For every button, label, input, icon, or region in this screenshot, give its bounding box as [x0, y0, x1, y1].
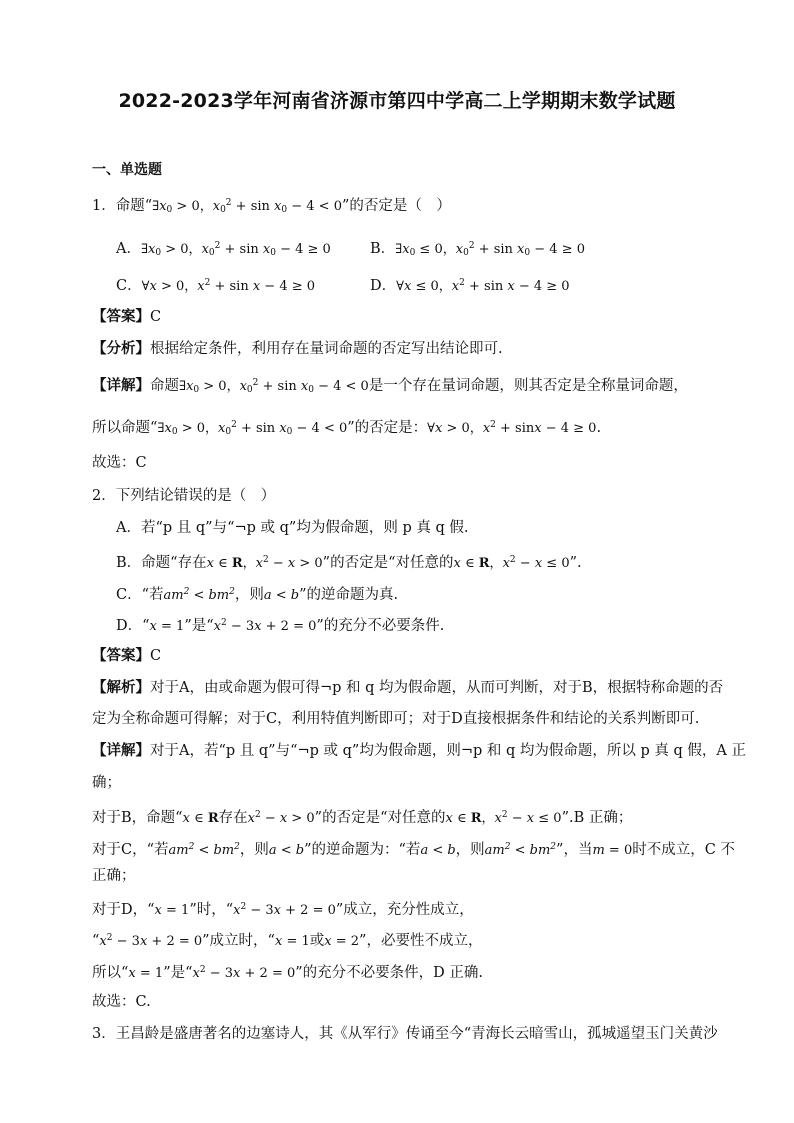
analysis-tag: 【解析】	[92, 680, 150, 696]
q2-analysis-line-1	[92, 678, 723, 698]
answer-value: C	[150, 648, 162, 664]
option-label: A．	[116, 241, 141, 257]
detail-text: 所以命题“	[92, 420, 158, 436]
option-label: C．	[116, 278, 142, 294]
option-text: ”的逆命题为真.	[299, 587, 399, 603]
detail-text: ”的否定是：	[347, 420, 428, 436]
detail-text: ”的逆命题为：“若	[304, 842, 421, 858]
option-text: D．“	[116, 618, 150, 634]
detail-text: 对于C，“若	[92, 842, 169, 858]
option-label: D．	[370, 278, 397, 294]
q2-option-a: A．若“p 且 q”与“¬p 或 q”均为假命题，则 p 真 q 假.	[116, 520, 469, 536]
detail-text: “	[92, 933, 100, 949]
detail-text: ”成立时，“	[202, 933, 275, 949]
detail-text: 对于D，“	[92, 902, 155, 918]
detail-text: 对于A，若“p 且 q”与“¬p 或 q”均为假命题，则¬p 和 q 均为假命题，所以 p 真 q 假，A 正	[150, 743, 746, 759]
q1-option-c: C．∀x > 0，$x^2 + \sin x - 4 \ge 0$	[116, 278, 316, 294]
q2-analysis-line-2: 定为全称命题可得解；对于C，利用特值判断即可；对于D直接根据条件和结论的关系判断即可.	[92, 711, 700, 727]
detail-text: 存在	[218, 810, 248, 826]
q1-stem-tail: ”的否定是（ ）	[341, 198, 451, 214]
q2-detail-line-3: 对于B，命题“x ∈ R存在$x^2 - x > 0$”的否定是“对任意的x ∈ R，$x^2 - x$ ≤ 0”.B 正确；	[92, 810, 633, 826]
q1-option-a: A．$\exists x_0 > 0$，$x_0^2 + \sin x_0 - 4 \ge 0$	[116, 241, 331, 258]
detail-text: 命题	[150, 378, 179, 394]
detail-tag: 【详解】	[92, 378, 150, 394]
q1-stem-text: 1．命题“	[92, 198, 153, 214]
option-text: ”是“	[184, 618, 214, 634]
q2-option-c: C．“若$am^2 < bm^2$，则a < b”的逆命题为真.	[116, 587, 399, 603]
detail-text: ”的充分不必要条件，D 正确.	[295, 965, 484, 981]
detail-text: 对于B，命题“	[92, 810, 183, 826]
analysis-text: 根据给定条件，利用存在量词命题的否定写出结论即可.	[150, 341, 503, 357]
detail-text: 是一个存在量词命题，则其否定是全称量词命题，	[368, 378, 688, 394]
detail-text: 所以“	[92, 965, 129, 981]
section-heading: 一、单选题	[92, 162, 162, 178]
q2-conclusion: 故选：C.	[92, 994, 151, 1010]
option-text: ”的否定是“对任意的	[322, 555, 454, 571]
detail-text: ”，必要性不成立，	[359, 933, 483, 949]
page-title: 2022-2023学年河南省济源市第四中学高二上学期期末数学试题	[118, 90, 676, 112]
q2-answer	[92, 646, 161, 666]
option-label: B．	[370, 241, 396, 257]
detail-text: ”成立，充分性成立，	[335, 902, 474, 918]
q2-detail-line-5: 正确；	[92, 868, 136, 884]
option-text: C．“若	[116, 587, 164, 603]
option-text: B．命题“存在	[116, 555, 207, 571]
q1-option-d: D．∀x ≤ 0，$x^2 + \sin x - 4 \ge 0$	[370, 278, 570, 294]
answer-tag: 【答案】	[92, 648, 150, 664]
q1-detail-line-2: 所以命题“$\exists x_0 > 0$，$x_0^2 + \sin x_0 - 4 < 0$”的否定是：∀x > 0，$x^2 + \sin x - 4 \ge 0$.	[92, 420, 602, 437]
q2-detail-line-4: 对于C，“若$am^2 < bm^2$，则a < b”的逆命题为：“若a < b，则$am^2 < bm^2$”，当m = 0时不成立，C 不	[92, 842, 735, 858]
q2-detail-line-6: 对于D，“x = 1”时，“$x^2 - 3x + 2 = 0$”成立，充分性成立，	[92, 902, 474, 918]
detail-text: ”的否定是“对任意的	[314, 810, 446, 826]
option-text: ”.	[569, 555, 582, 571]
question-1-stem: 1．命题“$\exists x_0 > 0$，$x_0^2 + \sin x_0 - 4 < 0$”的否定是（ ）	[92, 198, 451, 215]
option-text: ，则	[234, 587, 264, 603]
detail-text: ，则	[455, 842, 485, 858]
q2-detail-line-1	[92, 741, 746, 761]
answer-value: C	[150, 309, 162, 325]
q2-option-b: B．命题“存在x ∈ R，$x^2 - x > 0$”的否定是“对任意的x ∈ R，$x^2 - x \le 0$”.	[116, 555, 582, 571]
detail-text: ”是“	[163, 965, 193, 981]
detail-text: ，则	[239, 842, 269, 858]
detail-tag: 【详解】	[92, 743, 150, 759]
q1-analysis	[92, 339, 503, 359]
detail-text: ”时，“	[189, 902, 234, 918]
q2-detail-line-8: 所以“x = 1”是“$x^2 - 3x + 2 = 0$”的充分不必要条件，D 正确.	[92, 965, 484, 981]
q2-detail-line-7: “$x^2 - 3x + 2 = 0$”成立时，“x = 1或x = 2”，必要性不成立，	[92, 933, 483, 949]
question-2-stem: 2．下列结论错误的是（ ）	[92, 488, 276, 504]
q2-option-d: D．“x = 1”是“$x^2 - 3x + 2 = 0$”的充分不必要条件.	[116, 618, 445, 634]
option-text: ”的充分不必要条件.	[316, 618, 445, 634]
detail-text: 或	[309, 933, 325, 949]
q1-detail-line-1: 【详解】命题$\exists x_0 > 0$，$x_0^2 + \sin x_0 - 4 < 0$是一个存在量词命题，则其否定是全称量词命题，	[92, 378, 688, 395]
q1-conclusion: 故选：C	[92, 455, 147, 471]
analysis-tag: 【分析】	[92, 341, 150, 357]
detail-text: ”.B 正确；	[561, 810, 633, 826]
analysis-text: 对于A，由或命题为假可得¬p 和 q 均为假命题，从而可判断，对于B，根据特称命题的否	[150, 680, 724, 696]
answer-tag: 【答案】	[92, 309, 150, 325]
detail-text: ”，当	[556, 842, 593, 858]
detail-text: 时不成立，C 不	[632, 842, 735, 858]
q2-detail-line-2: 确；	[92, 775, 121, 791]
q1-answer	[92, 307, 161, 327]
question-3-stem: 3．王昌龄是盛唐著名的边塞诗人，其《从军行》传诵至今“青海长云暗雪山，孤城遥望玉门关黄沙	[92, 1026, 718, 1042]
q1-option-b: B．$\exists x_0 \le 0$，$x_0^2 + \sin x_0 - 4 \ge 0$	[370, 241, 585, 258]
